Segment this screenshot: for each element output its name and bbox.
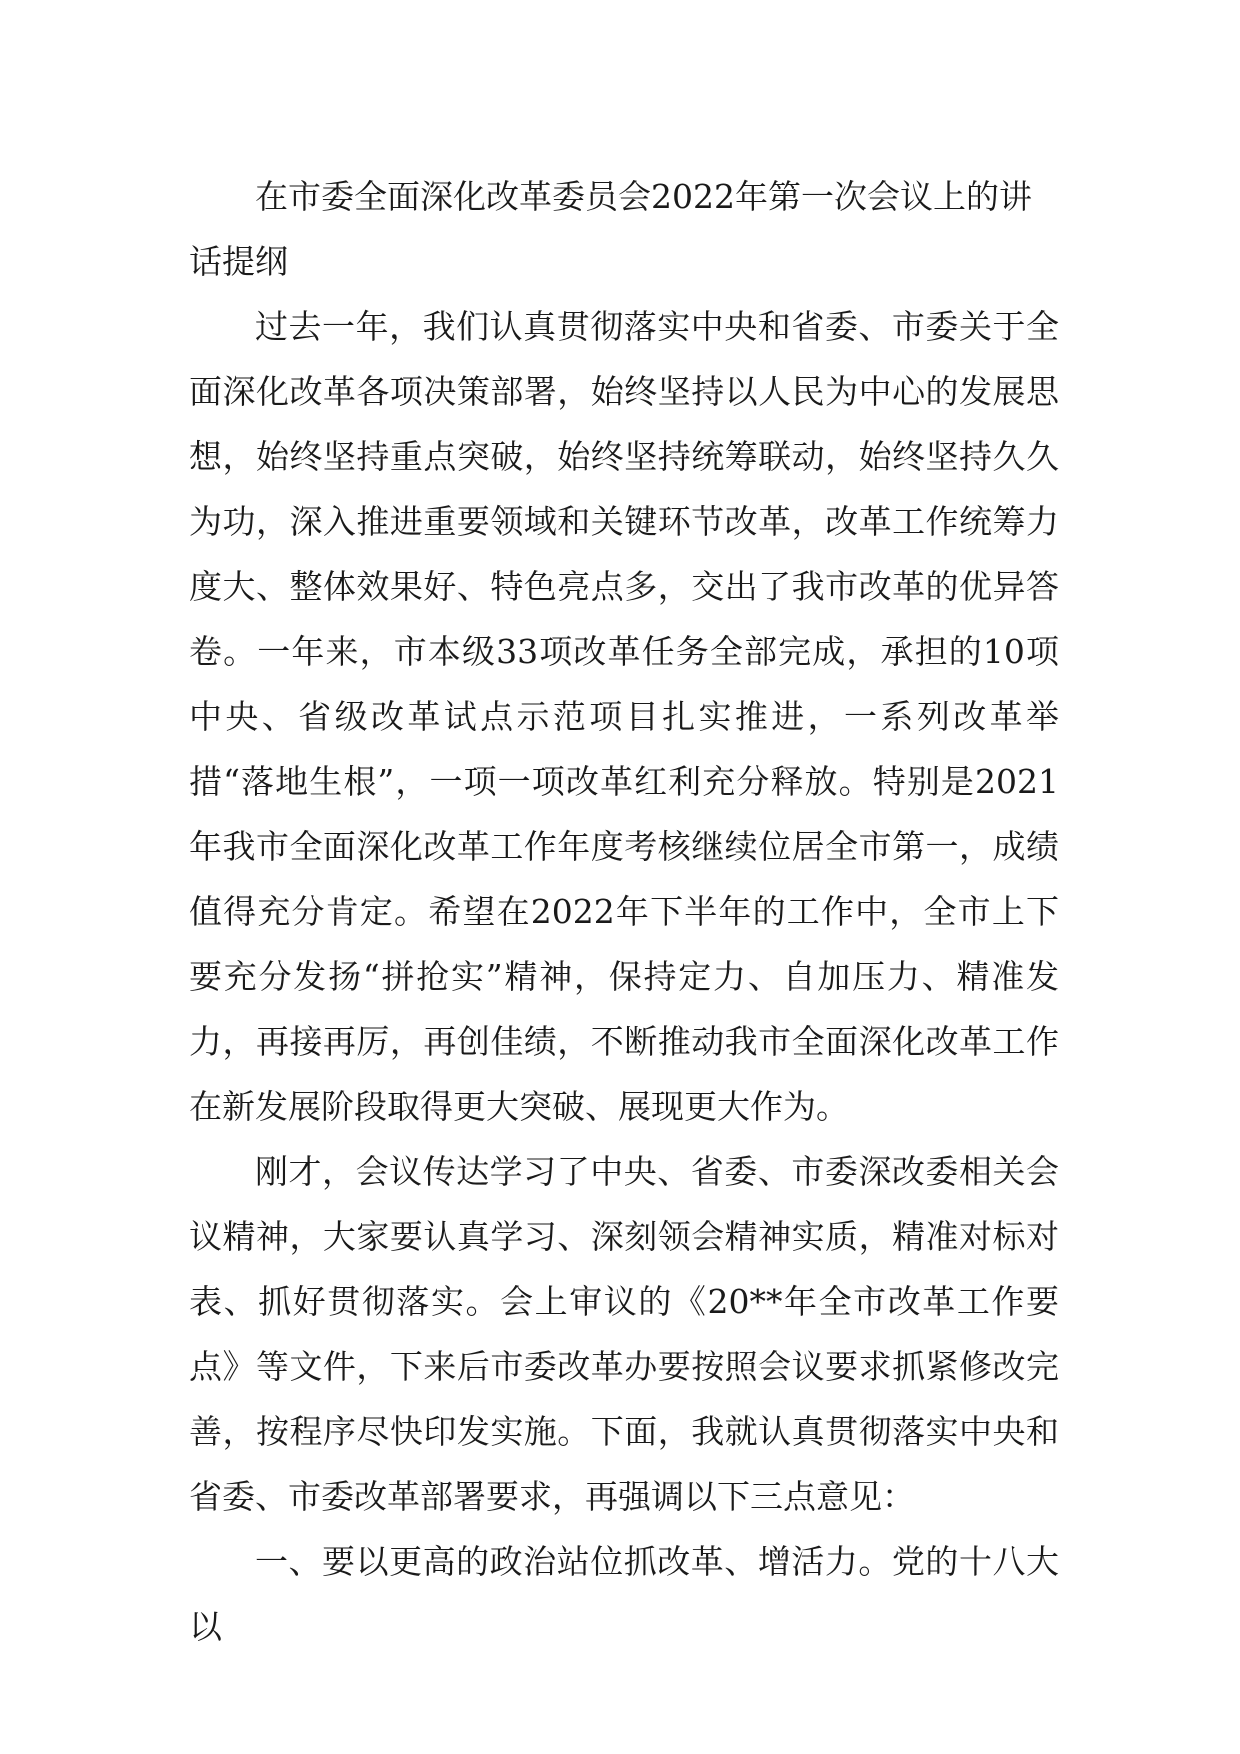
paragraph-review: 过去一年，我们认真贯彻落实中央和省委、市委关于全面深化改革各项决策部署，始终坚持以人民为中心的发展思想，始终坚持重点突破，始终坚持统筹联动，始终坚持久久为功，深入推进重要领域和关键环节改革，改革工作统筹力度大、整体效果好、特色亮点多，交出了我市改革的优异答卷。一年来，市本级33项改革任务全部完成，承担的10项中央、省级改革试点示范项目扎实推进，一系列改革举措“落地生根”，一项一项改革红利充分释放。特别是2021年我市全面深化改革工作年度考核继续位居全市第一，成绩值得充分肯定。希望在2022年下半年的工作中，全市上下要充分发扬“拼抢实”精神，保持定力、自加压力、精准发力，再接再厉，再创佳绩，不断推动我市全面深化改革工作在新发展阶段取得更大突破、展现更大作为。 [189,307,1059,1126]
paragraph-point-one: 一、要以更高的政治站位抓改革、增活力。党的十八大以 [189,1542,1059,1646]
document-body [189,164,1059,1659]
document-title: 在市委全面深化改革委员会2022年第一次会议上的讲话提纲 [189,177,1032,281]
paragraph-meeting: 刚才，会议传达学习了中央、省委、市委深改委相关会议精神，大家要认真学习、深刻领会精神实质，精准对标对表、抓好贯彻落实。会上审议的《20**年全市改革工作要点》等文件，下来后市委改革办要按照会议要求抓紧修改完善，按程序尽快印发实施。下面，我就认真贯彻落实中央和省委、市委改革部署要求，再强调以下三点意见： [189,1152,1059,1516]
